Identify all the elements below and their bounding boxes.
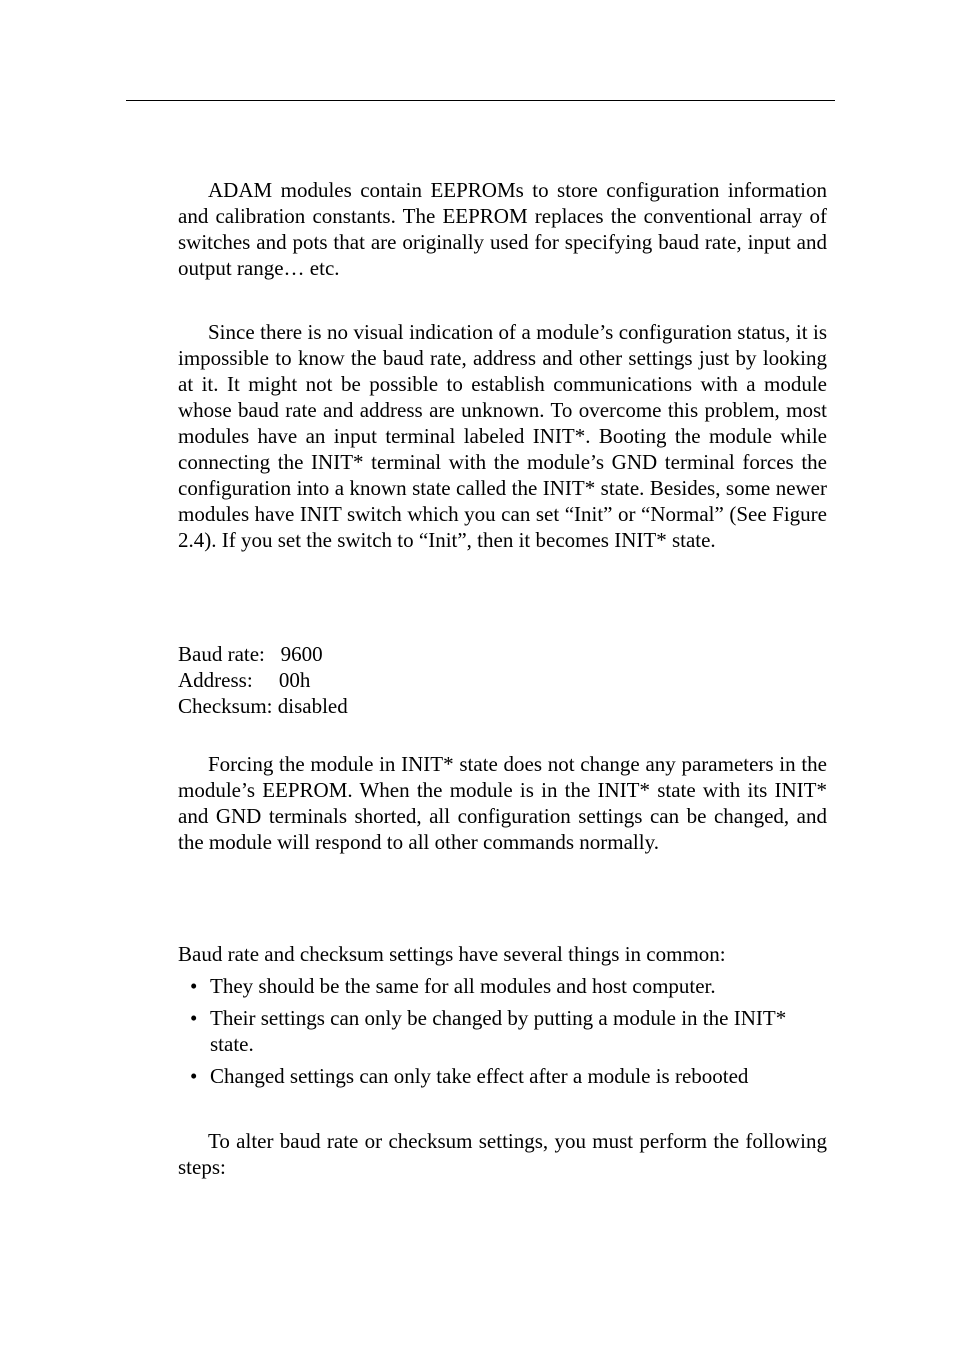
list-item-text: Their settings can only be changed by putting a module in the INIT* state.	[210, 1006, 787, 1056]
default-checksum: Checksum: disabled	[178, 694, 348, 718]
alter-settings-paragraph: To alter baud rate or checksum settings, you must perform the following steps:	[178, 1129, 827, 1179]
list-item	[178, 973, 827, 999]
eeprom-paragraph: ADAM modules contain EEPROMs to store configuration information and calibration constants. The EEPROM replaces the conventional array of switches and pots that are originally used for specifying baud rate, input and output range… etc.	[178, 178, 827, 280]
bullet-icon: •	[190, 1064, 198, 1088]
header-rule	[126, 100, 835, 101]
common-settings-intro: Baud rate and checksum settings have several things in common:	[178, 942, 726, 966]
list-item	[178, 1063, 827, 1089]
bullet-icon: •	[190, 1006, 198, 1030]
list-item-text: Changed settings can only take effect after a module is rebooted	[210, 1064, 749, 1088]
list-item	[178, 1005, 827, 1057]
list-item-text: They should be the same for all modules and host computer.	[210, 974, 716, 998]
default-baud-rate: Baud rate: 9600	[178, 642, 323, 666]
common-settings-list	[178, 973, 827, 1095]
init-state-paragraph: Since there is no visual indication of a module’s configuration status, it is impossible to know the baud rate, address and other settings just by looking at it. It might not be possible to establish communications with a module whose baud rate and address are unknown. To overcome this problem, most modules have an input terminal labeled INIT*. Booting the module while connecting the INIT* terminal with the module’s GND terminal forces the configuration into a known state called the INIT* state. Besides, some newer modules have INIT switch which you can set “Init” or “Normal” (See Figure 2.4). If you set the switch to “Init”, then it becomes INIT* state.	[178, 320, 827, 552]
bullet-icon: •	[190, 974, 198, 998]
forcing-paragraph: Forcing the module in INIT* state does not change any parameters in the module’s EEPROM. When the module is in the INIT* state with its INIT* and GND terminals shorted, all configuration settings can be changed, and the module will respond to all other commands normally.	[178, 752, 827, 854]
init-defaults-list	[178, 641, 348, 719]
default-address: Address: 00h	[178, 668, 311, 692]
